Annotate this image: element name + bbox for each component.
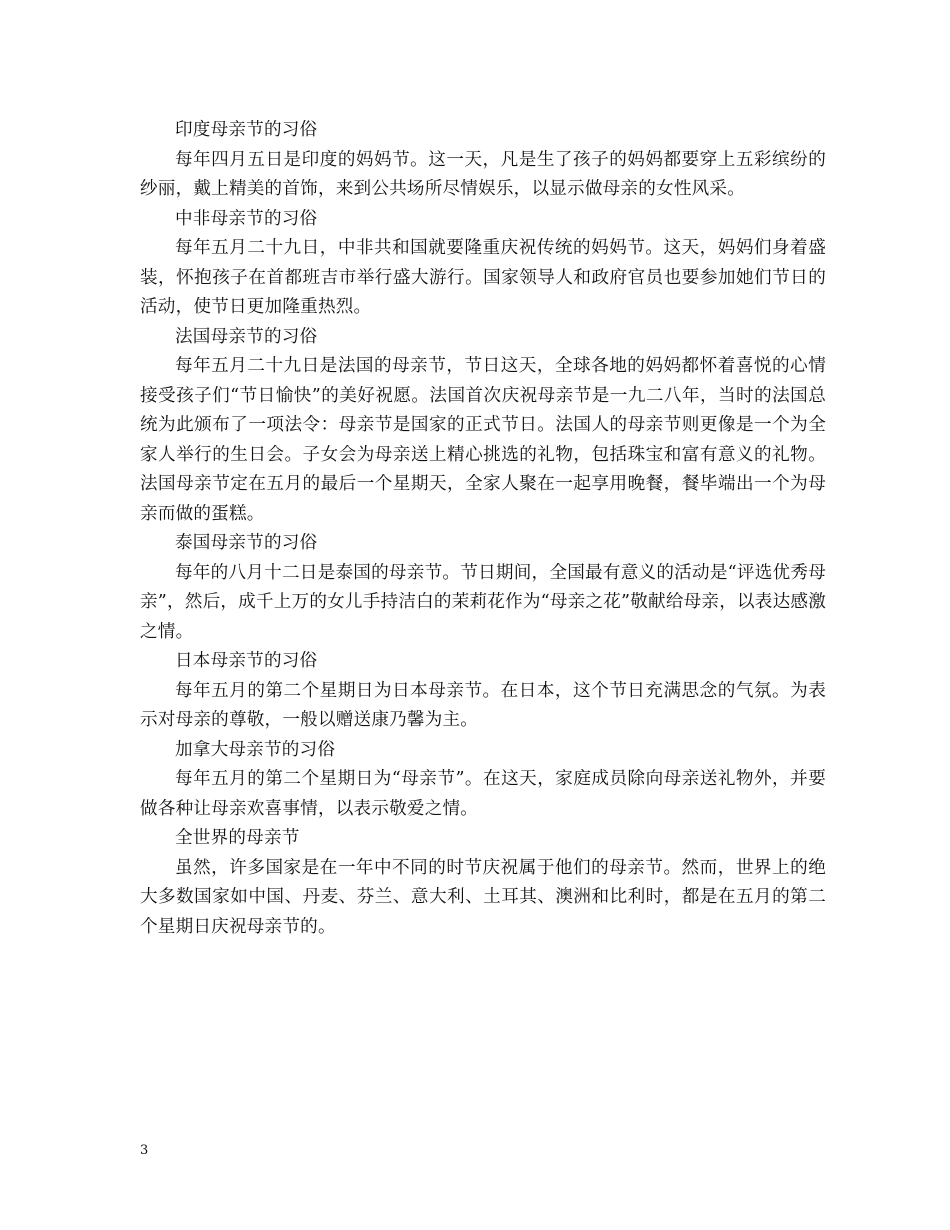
section-france	[140, 323, 826, 530]
section-heading: 法国母亲节的习俗	[175, 326, 318, 347]
section-worldwide	[140, 824, 826, 942]
section-central-africa	[140, 205, 826, 323]
section-paragraph: 每年四月五日是印度的妈妈节。这一天，凡是生了孩子的妈妈都要穿上五彩缤纷的纱丽，戴上精美的首饰，来到公共场所尽情娱乐，以显示做母亲的女性风采。	[140, 149, 826, 199]
section-heading: 印度母亲节的习俗	[175, 120, 318, 140]
section-paragraph: 每年五月二十九日，中非共和国就要隆重庆祝传统的妈妈节。这天，妈妈们身着盛装，怀抱孩子在首都班吉市举行盛大游行。国家领导人和政府官员也要参加她们节日的活动，使节日更加隆重热烈。	[140, 238, 826, 317]
section-heading: 加拿大母亲节的习俗	[175, 739, 336, 760]
section-india	[140, 116, 826, 205]
section-paragraph: 每年五月二十九日是法国的母亲节，节日这天，全球各地的妈妈都怀着喜悦的心情接受孩子们“节日愉快”的美好祝愿。法国首次庆祝母亲节是一九二八年，当时的法国总统为此颁布了一项法令：母亲节是国家的正式节日。法国人的母亲节则更像是一个为全家人举行的生日会。子女会为母亲送上精心挑选的礼物，包括珠宝和富有意义的礼物。法国母亲节定在五月的最后一个星期天，全家人聚在一起享用晚餐，餐毕端出一个为母亲而做的蛋糕。	[140, 356, 826, 524]
section-paragraph: 每年的八月十二日是泰国的母亲节。节日期间，全国最有意义的活动是“评选优秀母亲”，然后，成千上万的女儿手持洁白的茉莉花作为“母亲之花”敬献给母亲，以表达感激之情。	[140, 562, 826, 642]
section-heading: 泰国母亲节的习俗	[175, 533, 318, 553]
section-paragraph: 每年五月的第二个星期日为日本母亲节。在日本，这个节日充满思念的气氛。为表示对母亲的尊敬，一般以赠送康乃馨为主。	[140, 680, 826, 730]
section-paragraph: 虽然，许多国家是在一年中不同的时节庆祝属于他们的母亲节。然而，世界上的绝大多数国家如中国、丹麦、芬兰、意大利、土耳其、澳洲和比利时，都是在五月的第二个星期日庆祝母亲节的。	[140, 857, 826, 937]
section-heading: 日本母亲节的习俗	[175, 651, 318, 671]
section-thailand	[140, 529, 826, 647]
section-japan	[140, 647, 826, 736]
document-body	[140, 116, 826, 942]
section-heading: 全世界的母亲节	[175, 828, 300, 848]
section-heading: 中非母亲节的习俗	[175, 208, 318, 229]
page-number: 3	[140, 1143, 149, 1158]
section-canada	[140, 736, 826, 825]
section-paragraph: 每年五月的第二个星期日为“母亲节”。在这天，家庭成员除向母亲送礼物外，并要做各种让母亲欢喜事情，以表示敬爱之情。	[140, 769, 826, 819]
